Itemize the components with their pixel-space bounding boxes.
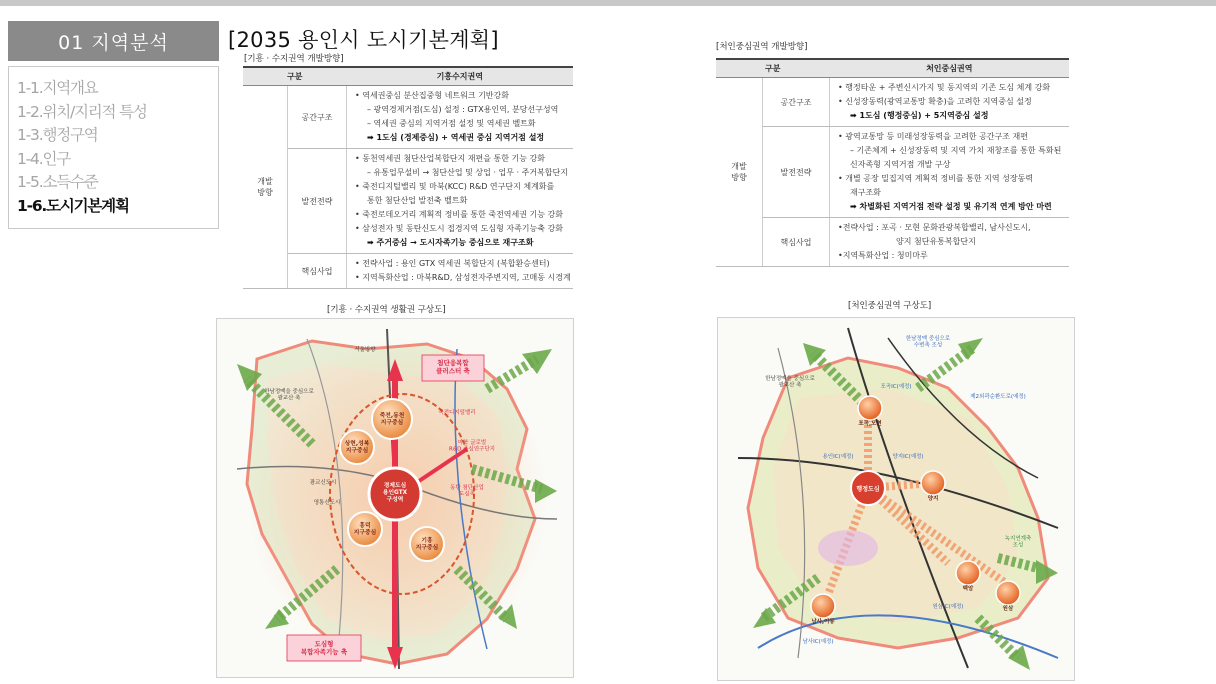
map-label-waterfront: 한남정맥 중심으로 수변축 조성 — [905, 336, 951, 349]
row-description — [830, 78, 1070, 127]
row-category: 발전전략 — [288, 149, 347, 254]
description-line: • 광역교통망 등 미래성장동력을 고려한 공간구조 재편 — [838, 132, 1028, 141]
map-label-mountain-axis: 한남정맥을 중심으로 광교산 축 — [765, 376, 815, 389]
cheoin-map — [717, 317, 1075, 681]
description-line: • 죽전디지털밸리 및 마북(KCC) R&D 연구단지 체계화를 — [355, 182, 555, 191]
map-label-mountain-axis: 한남정맥을 중심으로 광교산 축 — [264, 389, 314, 402]
map-label-seoul-direction: 서울방향 — [354, 347, 376, 353]
description-line: 통한 첨단산업 발전축 벨트화 — [367, 196, 468, 205]
row-category: 핵심사업 — [763, 218, 830, 267]
right-plan-table — [716, 58, 1069, 267]
sidebar-nav — [8, 66, 219, 229]
description-line: • 삼성전자 및 동탄신도시 접경지역 도심형 자족기능축 강화 — [355, 224, 563, 233]
table-body — [243, 86, 573, 289]
row-description — [347, 86, 574, 149]
sidebar-item-location[interactable]: 1-2.위치/지리적 특성 — [17, 102, 147, 121]
map-label-mabuk: 마북 글로벌 R&D 중심연구단지 — [449, 440, 495, 453]
table-row — [243, 254, 573, 289]
row-category: 핵심사업 — [288, 254, 347, 289]
giheung-suji-map-graphic — [217, 319, 573, 677]
map-label-ic-pogok: 포곡IC(예정) — [880, 384, 912, 390]
description-line: •지역특화산업 : 청미마루 — [838, 251, 928, 260]
row-category: 공간구조 — [763, 78, 830, 127]
map-label-ic-yongin: 용인IC(예정) — [822, 454, 854, 460]
description-line: • 신성장동력(광역교통망 확충)을 고려한 지역중심 설정 — [838, 97, 1032, 106]
left-plan-table — [243, 66, 573, 289]
table-row — [243, 149, 573, 254]
description-line: – 기존체계 + 신성장동력 및 지역 가치 재창조를 통한 특화된 — [850, 146, 1062, 155]
row-description — [347, 254, 574, 289]
description-line: • 전략사업 : 용인 GTX 역세권 복합단지 (복합환승센터) — [355, 259, 550, 268]
map-label-ic-namsa: 남사IC(예정) — [802, 639, 834, 645]
description-line: • 동천역세권 첨단산업복합단지 재편을 통한 기능 강화 — [355, 154, 545, 163]
map-node-baekam: 백암 — [962, 586, 974, 592]
map-node-jukjeon: 죽전,동천 지구중심 — [379, 413, 405, 426]
description-line: – 광역경제거점(도심) 설정 : GTX용인역, 분당선구성역 — [367, 105, 559, 114]
description-line: ➡ 1도심 (행정중심) + 5지역중심 설정 — [850, 111, 989, 120]
map-node-yangji: 양지 — [927, 496, 939, 502]
table-header-category: 구분 — [716, 59, 830, 78]
map-label-urban-axis: 도심형 복합자족기능 축 — [300, 640, 348, 656]
description-line: • 죽전로데오거리 계획적 정비를 통한 죽전역세권 기능 강화 — [355, 210, 563, 219]
row-description — [347, 149, 574, 254]
sidebar-item-income[interactable]: 1-5.소득수준 — [17, 173, 98, 191]
sidebar-item-admin-district[interactable]: 1-3.행정구역 — [17, 126, 98, 144]
map-node-namsa: 남사,이동 — [811, 619, 835, 625]
description-line: • 개별 공장 밀집지역 계획적 정비를 통한 지역 성장동력 — [838, 174, 1034, 183]
description-line: ➡ 주거중심 → 도시자족기능 중심으로 재구조화 — [367, 238, 534, 247]
row-group-label: 개발 방향 — [243, 86, 288, 289]
description-line: 양지 첨단유통복합단지 — [896, 237, 976, 246]
top-divider-bar — [0, 0, 1216, 6]
map-node-admin-center: 행정도심 — [856, 486, 880, 493]
map-label-ic-wonsam: 원삼IC(예정) — [932, 604, 964, 610]
left-table-caption: [기흥 · 수지권역 개발방향] — [244, 54, 344, 64]
description-line: •전략사업 : 포곡 · 모현 문화관광복합밸리, 남사신도시, — [838, 223, 1031, 232]
map-label-green-axis: 녹지연계축 조성 — [1004, 536, 1032, 549]
table-row — [716, 218, 1069, 267]
map-node-economic-center: 경제도심 용인GTX 구성역 — [382, 483, 408, 503]
description-line: – 역세권 중심의 지역거점 설정 및 역세권 벨트화 — [367, 119, 536, 128]
description-line: ➡ 차별화된 지역거점 전략 설정 및 유기적 연계 방안 마련 — [850, 202, 1052, 211]
row-group-label: 개발 방향 — [716, 78, 763, 267]
map-label-yeongtong: 영통신도시 — [313, 500, 341, 506]
description-line: • 행정타운 + 주변신시가지 및 동지역의 기존 도심 체계 강화 — [838, 83, 1051, 92]
row-description — [830, 218, 1070, 267]
description-line: ➡ 1도심 (경제중심) + 역세권 중심 지역거점 설정 — [367, 133, 545, 142]
table-header-region: 처인중심권역 — [830, 59, 1070, 78]
sidebar-item-city-plan[interactable]: 1-6.도시기본계획 — [17, 196, 129, 215]
section-title: 01 지역분석 — [8, 21, 219, 61]
description-line: 신자족형 지역거점 개발 구상 — [850, 160, 951, 169]
map-label-digital-valley: 죽전디지털밸리 — [438, 410, 476, 416]
row-category: 발전전략 — [763, 127, 830, 218]
row-category: 공간구조 — [288, 86, 347, 149]
table-row — [716, 78, 1069, 127]
map-node-sanghyeon: 상현,성복 지구중심 — [344, 441, 370, 454]
map-node-giheung: 기흥 지구중심 — [415, 538, 439, 551]
right-table-caption: [처인중심권역 개발방향] — [716, 42, 808, 52]
map-label-ic-yangji: 양지IC(예정) — [892, 454, 924, 460]
left-map-caption: [기흥 · 수지권역 생활권 구상도] — [327, 305, 446, 315]
table-body — [716, 78, 1069, 267]
map-node-wonsam: 원삼 — [1002, 606, 1014, 612]
map-label-hightech-cluster: 첨단융복합 클러스터 축 — [436, 359, 470, 375]
page-title: [2035 용인시 도시기본계획] — [228, 28, 499, 52]
description-line: • 지역특화산업 : 마북R&D, 삼성전자주변지역, 고매동 시경계 — [355, 273, 571, 282]
map-label-dongtan: 동탄 첨단산업 도심축 — [450, 485, 484, 498]
map-label-ring-road: 제2외곽순환도로(예정) — [970, 394, 1026, 400]
sidebar-item-region-overview[interactable]: 1-1.지역개요 — [17, 79, 98, 97]
table-row — [716, 127, 1069, 218]
map-node-heungdeok: 흥덕 지구중심 — [353, 523, 377, 536]
cheoin-map-graphic — [718, 318, 1074, 680]
row-description — [830, 127, 1070, 218]
description-line: • 역세권중심 분산집중형 네트워크 기반강화 — [355, 91, 509, 100]
table-header-category: 구분 — [243, 67, 347, 86]
description-line: 재구조화 — [850, 188, 881, 197]
right-map-caption: [처인중심권역 구상도] — [848, 301, 932, 311]
description-line: – 유통업무설비 → 첨단산업 및 상업 · 업무 · 주거복합단지 — [367, 168, 568, 177]
giheung-suji-map — [216, 318, 574, 678]
table-header-region: 기흥수지권역 — [347, 67, 574, 86]
sidebar-item-population[interactable]: 1-4.인구 — [17, 149, 70, 168]
table-row — [243, 86, 573, 149]
map-label-gwanggyo: 광교신도시 — [309, 480, 337, 486]
map-node-pogok: 포곡,모현 — [858, 421, 882, 427]
